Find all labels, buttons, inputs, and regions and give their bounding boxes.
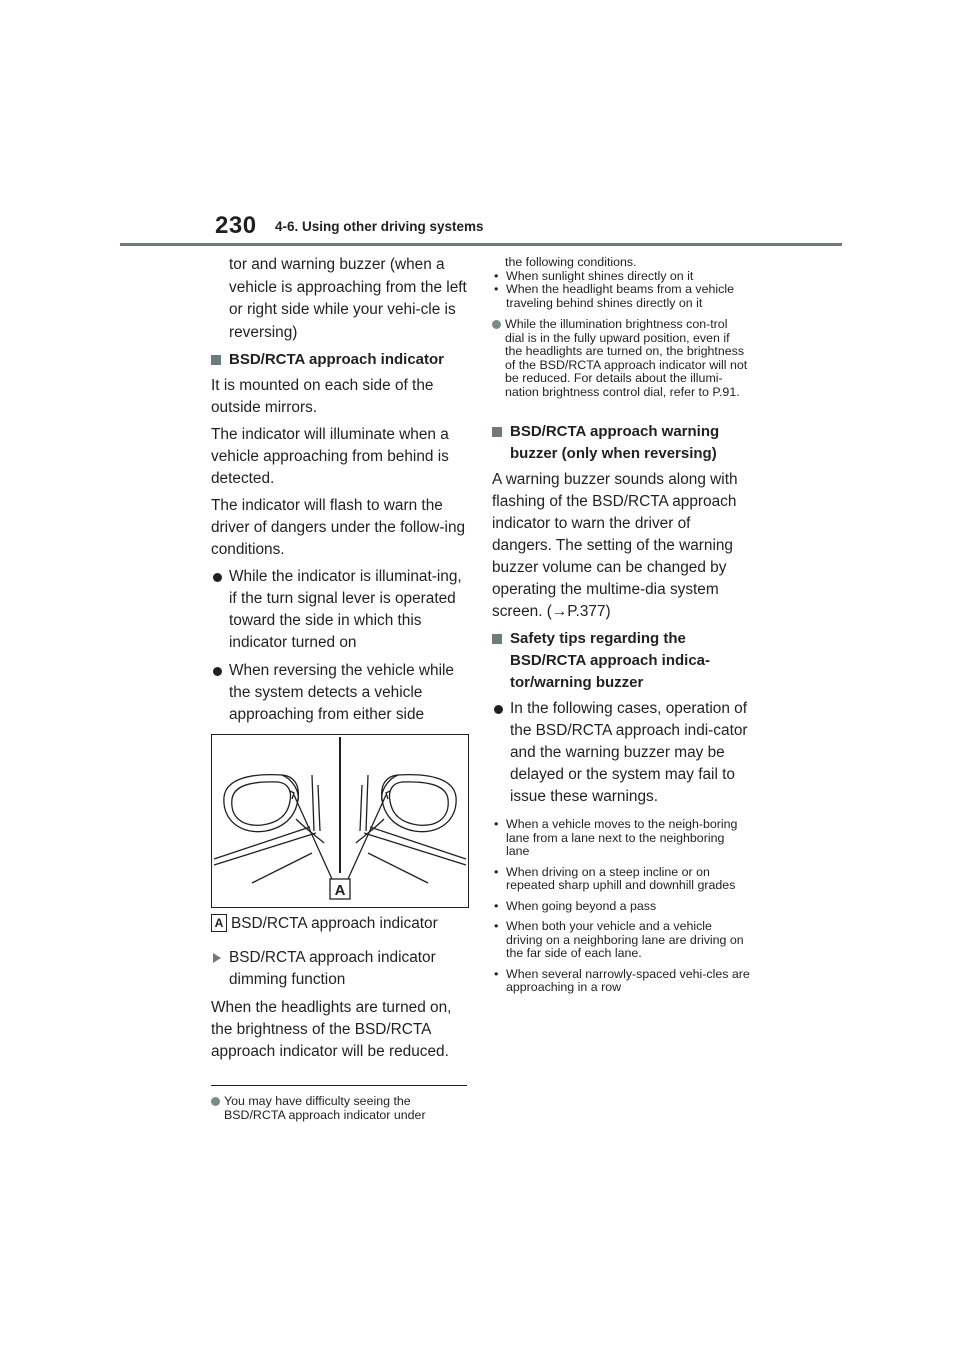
square-bullet-icon (492, 634, 502, 644)
heading-safety-tips (492, 628, 750, 694)
heading-text: BSD/RCTA approach warning buzzer (only when reversing) (510, 423, 720, 462)
note-dash-item (492, 270, 750, 284)
dash-bullet-icon: • (494, 898, 499, 913)
bullet-dot-icon (494, 705, 503, 714)
case-text: When driving on a steep incline or on repeated sharp uphill and downhill grades (506, 864, 736, 892)
bullet-text: While the indicator is illuminat-ing, if the turn signal lever is operated toward the side in which this indicator turned on (229, 568, 462, 651)
mirror-illustration (211, 734, 469, 908)
continuation-text: tor and warning buzzer (when a vehicle is approaching from the left or right side while your vehi-cle is reversing) (229, 256, 467, 341)
right-column (492, 256, 750, 1002)
heading-approach-indicator (211, 349, 469, 371)
bullet-item (211, 660, 469, 726)
case-text: When both your vehicle and a vehicle driving on a neighboring lane are driving on the far side of each lane. (506, 919, 744, 960)
note-dash-text: When the headlight beams from a vehicle traveling behind shines directly on it (506, 282, 734, 310)
triangle-bullet-icon (213, 953, 221, 963)
paragraph: The indicator will flash to warn the driver of dangers under the follow-ing conditions. (211, 497, 466, 558)
bullet-item (492, 698, 750, 808)
bullet-text: In the following cases, operation of the BSD/RCTA approach indi-cator and the warning buzzer may be delayed or the system may fail to issue these warnings. (510, 700, 748, 805)
note-dot-icon (492, 320, 501, 329)
dash-bullet-icon: • (494, 864, 499, 879)
paragraph: It is mounted on each side of the outside mirrors. (211, 377, 434, 416)
caption-label: A (211, 914, 227, 932)
bullet-text: When reversing the vehicle while the system detects a vehicle approaching from either side (229, 662, 454, 723)
sub-heading-text: BSD/RCTA approach indicator dimming function (229, 949, 436, 988)
case-item (492, 900, 750, 914)
heading-warning-buzzer (492, 421, 750, 465)
section-title: 4-6. Using other driving systems (275, 219, 484, 234)
figure-callout-label: A (334, 882, 346, 899)
page-number: 230 (215, 212, 257, 239)
note-text: While the illumination brightness con-trol dial is in the fully upward position, even if the headlights are turned on, the brightness of the BSD/RCTA approach indicator will not be reduced. For details about the illumi-nation brightness control dial, refer to P.91. (505, 317, 748, 399)
paragraph: A warning buzzer sounds along with flashing of the BSD/RCTA approach indicator to warn the driver of dangers. The setting of the warning buzzer volume can be changed by operating the multime-dia system screen. (→P.377) (492, 471, 738, 620)
dash-bullet-icon: • (494, 817, 499, 831)
case-item (492, 968, 750, 995)
sub-heading (211, 947, 469, 991)
note-item (492, 318, 750, 399)
dash-bullet-icon: • (494, 966, 499, 981)
note-dot-icon (211, 1097, 220, 1106)
note-dash-text: When sunlight shines directly on it (506, 268, 694, 283)
square-bullet-icon (211, 355, 221, 365)
case-text: When a vehicle moves to the neigh-boring lane from a lane next to the neighboring lane (506, 817, 738, 858)
heading-text: Safety tips regarding the BSD/RCTA approach indica-tor/warning buzzer (510, 630, 711, 691)
case-text: When going beyond a pass (506, 898, 657, 913)
header-rule (120, 243, 842, 246)
dash-bullet-icon: • (494, 268, 499, 283)
square-bullet-icon (492, 427, 502, 437)
note-text: You may have difficulty seeing the BSD/RCTA approach indicator under (224, 1094, 426, 1122)
dash-bullet-icon: • (494, 919, 499, 933)
left-column (211, 254, 469, 1128)
case-item (492, 818, 750, 859)
note-continuation: the following conditions. (505, 255, 637, 269)
caption-text: BSD/RCTA approach indicator (231, 915, 438, 932)
notes-divider (211, 1085, 467, 1086)
case-item (492, 920, 750, 961)
note-item (211, 1095, 469, 1122)
note-dash-item (492, 283, 750, 310)
paragraph: The indicator will illuminate when a vehicle approaching from behind is detected. (211, 426, 449, 487)
dash-bullet-icon: • (494, 282, 499, 296)
heading-text: BSD/RCTA approach indicator (229, 351, 445, 368)
paragraph: When the headlights are turned on, the brightness of the BSD/RCTA approach indicator will be reduced. (211, 999, 452, 1060)
figure-caption (211, 914, 469, 934)
bullet-item (211, 566, 469, 654)
mirror-drawing (212, 735, 468, 907)
bullet-dot-icon (213, 573, 222, 582)
case-item (492, 866, 750, 893)
bullet-dot-icon (213, 667, 222, 676)
case-text: When several narrowly-spaced vehi-cles are approaching in a row (506, 966, 750, 994)
